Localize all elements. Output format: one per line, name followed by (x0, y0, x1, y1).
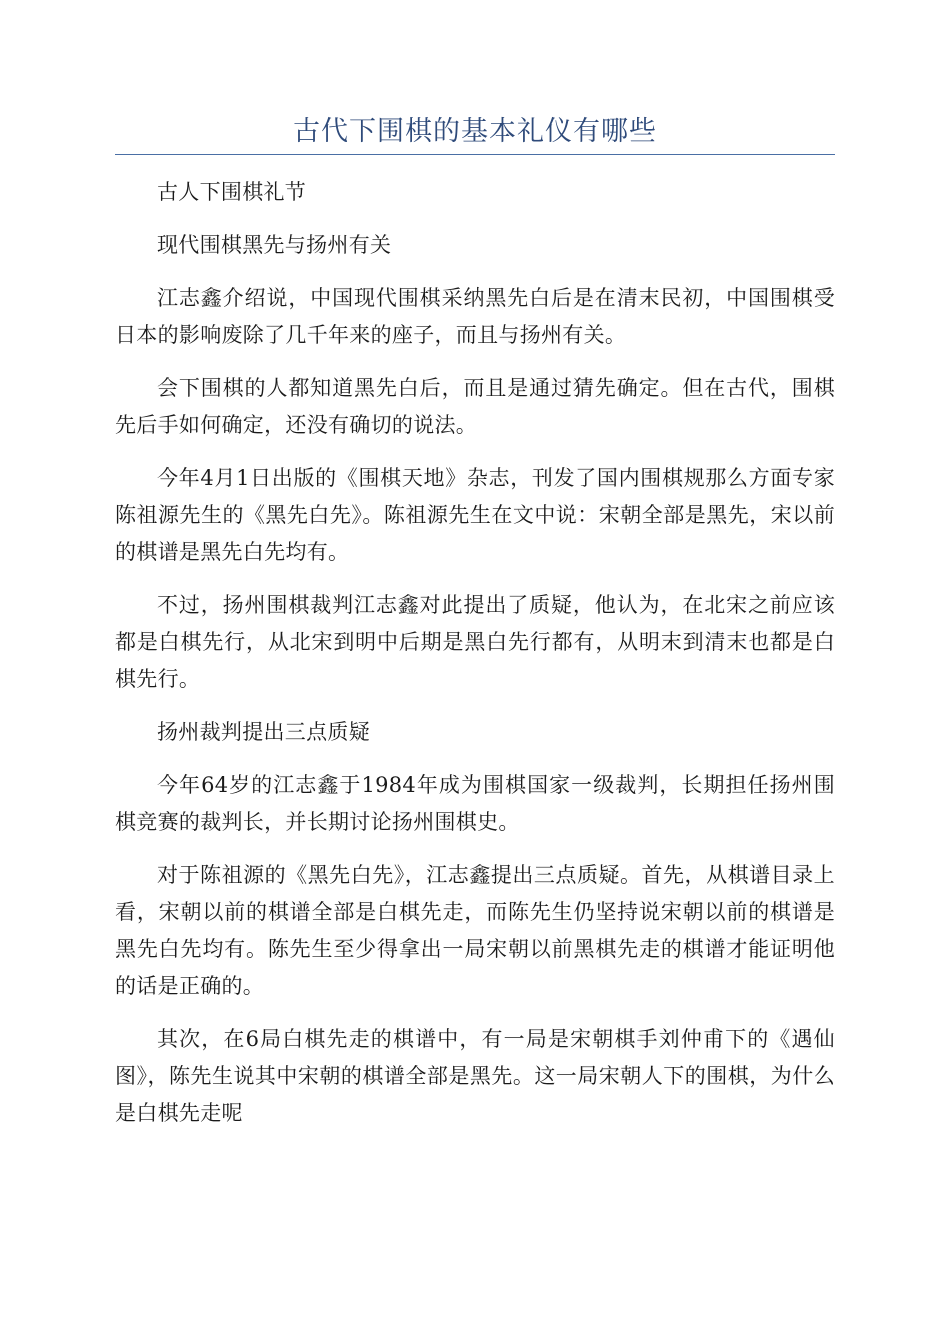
paragraph: 今年4月1日出版的《围棋天地》杂志，刊发了国内围棋规那么方面专家陈祖源先生的《黑先白先》。陈祖源先生在文中说：宋朝全部是黑先，宋以前的棋谱是黑先白先均有。 (115, 466, 835, 564)
paragraph: 今年64岁的江志鑫于1984年成为围棋国家一级裁判，长期担任扬州围棋竞赛的裁判长，并长期讨论扬州围棋史。 (115, 773, 835, 834)
subheading-three-doubts: 扬州裁判提出三点质疑 (157, 720, 370, 744)
subheading-modern-black-first: 现代围棋黑先与扬州有关 (157, 233, 392, 257)
paragraph: 对于陈祖源的《黑先白先》，江志鑫提出三点质疑。首先，从棋谱目录上看，宋朝以前的棋谱全部是白棋先走，而陈先生仍坚持说宋朝以前的棋谱是黑先白先均有。陈先生至少得拿出一局宋朝以前黑棋先走的棋谱才能证明他的话是正确的。 (115, 863, 835, 998)
paragraph: 会下围棋的人都知道黑先白后，而且是通过猜先确定。但在古代，围棋先后手如何确定，还没有确切的说法。 (115, 376, 835, 437)
title-underline (115, 154, 835, 155)
document-title: 古代下围棋的基本礼仪有哪些 (293, 116, 657, 147)
paragraph: 江志鑫介绍说，中国现代围棋采纳黑先白后是在清末民初，中国围棋受日本的影响废除了几千年来的座子，而且与扬州有关。 (115, 286, 835, 347)
paragraph: 其次，在6局白棋先走的棋谱中，有一局是宋朝棋手刘仲甫下的《遇仙图》，陈先生说其中宋朝的棋谱全部是黑先。这一局宋朝人下的围棋，为什么是白棋先走呢 (115, 1027, 835, 1125)
document-body (115, 174, 835, 1148)
subheading-ancient-etiquette: 古人下围棋礼节 (157, 180, 307, 204)
paragraph: 不过，扬州围棋裁判江志鑫对此提出了质疑，他认为，在北宋之前应该都是白棋先行，从北宋到明中后期是黑白先行都有，从明末到清末也都是白棋先行。 (115, 593, 835, 691)
